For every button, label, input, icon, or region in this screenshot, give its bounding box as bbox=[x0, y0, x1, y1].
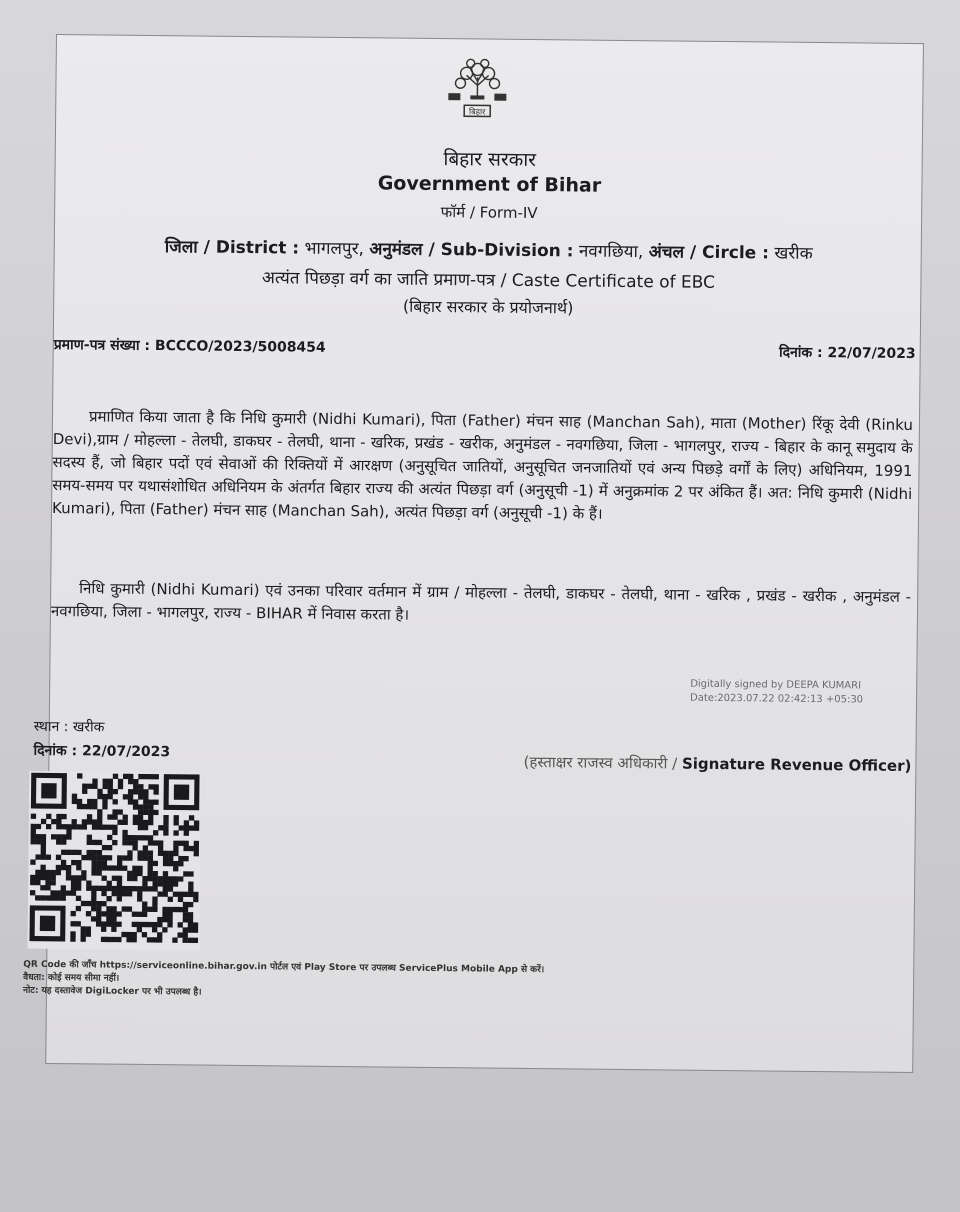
emblem-label: बिहार bbox=[469, 107, 486, 117]
qr-code-icon bbox=[27, 771, 201, 951]
certificate-page bbox=[22, 34, 924, 1073]
note-validity: वैधता: कोई समय सीमा नहीं। bbox=[23, 972, 120, 984]
form-number: फॉर्म / Form-IV bbox=[440, 203, 538, 223]
digital-signature-name: Digitally signed by DEEPA KUMARI bbox=[690, 678, 862, 692]
certificate-purpose: (बिहार सरकार के प्रयोजनार्थ) bbox=[402, 296, 574, 318]
certificate-number: प्रमाण-पत्र संख्या : BCCCO/2023/5008454 bbox=[53, 336, 326, 356]
district-value: भागलपुर, bbox=[304, 238, 365, 260]
certificate-title: अत्यंत पिछड़ा वर्ग का जाति प्रमाण-पत्र / Caste Certificate of EBC bbox=[261, 268, 716, 293]
signature-english: Signature Revenue Officer) bbox=[681, 754, 912, 775]
footer-date: दिनांक : 22/07/2023 bbox=[33, 742, 171, 761]
issue-date: दिनांक : 22/07/2023 bbox=[778, 344, 916, 363]
residence-paragraph: निधि कुमारी (Nidhi Kumari) एवं उनका परिवार वर्तमान में ग्राम / मोहल्ला - तेलघी, डाकघर - तेलघी, थाना - खरिक , प्रखंड - खरीक , अनुमंडल - नवगछिया, जिला - भागलपुर, राज्य - BIHAR में निवास करता है। bbox=[50, 579, 912, 624]
digital-signature-block bbox=[690, 678, 863, 708]
certificate-meta-row bbox=[54, 335, 922, 368]
note-digilocker: नोट: यह दस्तावेज DigiLocker पर भी उपलब्ध है। bbox=[22, 985, 202, 998]
footer-notes bbox=[23, 959, 544, 1003]
location-line bbox=[55, 233, 923, 265]
certification-paragraph: प्रमाणित किया जाता है कि निधि कुमारी (Nidhi Kumari), पिता (Father) मंचन साह (Manchan Sah), माता (Mother) रिंकू देवी (Rinku Devi),ग्राम / मोहल्ला - तेलघी, डाकघर - तेलघी, थाना - खरिक, प्रखंड - खरीक, अनुमंडल - नवगछिया, जिला - भागलपुर, राज्य - बिहार के कानू समुदाय के सदस्य हैं, जो बिहार पदों एवं सेवाओं की रिक्तियों में आरक्षण (अनुसूचित जातियों, अनुसूचित जनजातियों एवं अन्य पिछड़े वर्गों के लिए) अधिनियम, 1991 समय-समय पर यथासंशोधित अधिनियम के अंतर्गत बिहार राज्य की अत्यंत पिछड़ा वर्ग (अनुसूची -1) में अनुक्रमांक 2 पर अंकित हैं। अत: निधि कुमारी (Nidhi Kumari), पिता (Father) मंचन साह (Manchan Sah), अत्यंत पिछड़ा वर्ग (अनुसूची -1) के हैं। bbox=[51, 407, 914, 523]
place: स्थान : खरीक bbox=[33, 718, 105, 736]
digital-signature-date: Date:2023.07.22 02:42:13 +05:30 bbox=[690, 692, 864, 706]
district-label: जिला / District : bbox=[164, 237, 300, 259]
bihar-emblem-icon bbox=[442, 55, 513, 122]
circle-label: अंचल / Circle : bbox=[648, 242, 770, 264]
signature-label bbox=[524, 752, 912, 776]
subdivision-value: नवगछिया, bbox=[578, 241, 644, 263]
signature-hindi: (हस्ताक्षर राजस्व अधिकारी / bbox=[523, 752, 678, 773]
header-english-title: Government of Bihar bbox=[377, 172, 602, 197]
header-hindi-title: बिहार सरकार bbox=[443, 148, 537, 172]
note-qr-verification: QR Code की जाँच https://serviceonline.bihar.gov.in पोर्टल एवं Play Store पर उपलब्ध ServicePlus Mobile App से करें। bbox=[23, 959, 545, 976]
circle-value: खरीक bbox=[774, 243, 813, 264]
subdivision-label: अनुमंडल / Sub-Division : bbox=[369, 239, 574, 262]
